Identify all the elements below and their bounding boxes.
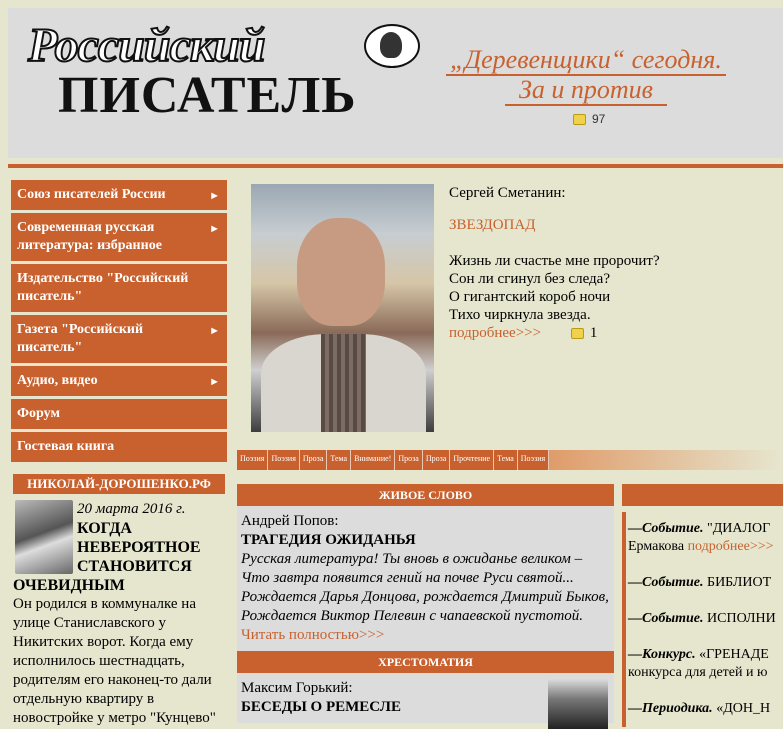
read-more-link[interactable]: Читать полностью>>>	[241, 627, 385, 643]
nav-item-label: Гостевая книга	[17, 439, 115, 454]
events-list	[622, 506, 783, 727]
event-text: БИБЛИОТ	[703, 575, 772, 590]
promo-comments[interactable]	[573, 112, 605, 126]
event-item[interactable]	[622, 638, 783, 692]
nav-item-audio-video[interactable]	[11, 366, 227, 399]
arrow-right-icon: ►	[209, 190, 220, 202]
poem-line: Сон ли сгинул без следа?	[449, 271, 610, 287]
arrow-right-icon: ►	[209, 223, 220, 235]
events-column	[622, 484, 783, 727]
tab-theme[interactable]: Тема	[327, 450, 351, 470]
nav-item-guestbook[interactable]	[11, 432, 227, 465]
arrow-right-icon: ►	[209, 376, 220, 388]
nav-item-label: Форум	[17, 406, 60, 421]
event-text: ИСПОЛНИ	[703, 611, 776, 626]
featured-comments[interactable]	[571, 325, 598, 341]
featured-more-link[interactable]: подробнее>>>	[449, 325, 542, 341]
left-article	[13, 500, 225, 728]
event-item[interactable]	[622, 512, 783, 566]
event-kind: —Периодика.	[628, 701, 713, 716]
live-word-heading[interactable]: ЖИВОЕ СЛОВО	[237, 484, 614, 506]
poem-line: Жизнь ли счастье мне пророчит?	[449, 253, 660, 269]
featured-author-photo[interactable]	[251, 184, 434, 432]
poem-line: О гигантский короб ночи	[449, 289, 611, 305]
nav-item-label: Аудио, видео	[17, 373, 98, 388]
anthology-heading[interactable]: ХРЕСТОМАТИЯ	[237, 651, 614, 673]
logo-line1: Российский	[28, 19, 265, 72]
live-word-box	[237, 506, 614, 651]
tab-poetry[interactable]: Поэзия	[518, 450, 549, 470]
live-word-author: Андрей Попов:	[241, 513, 339, 529]
promo-comment-count: 97	[592, 112, 606, 126]
event-text: "ДИАЛОГ	[703, 521, 771, 536]
anthology-box	[237, 673, 614, 723]
photo-shirt	[321, 334, 366, 432]
featured-author: Сергей Сметанин:	[449, 185, 566, 201]
article-title[interactable]: КОГДА НЕВЕРОЯТНОЕ СТАНОВИТСЯ ОЧЕВИДНЫМ	[13, 520, 201, 594]
event-text-line2: конкурса для детей и ю	[628, 665, 768, 680]
event-text: «ДОН_Н	[712, 701, 771, 716]
nav-item-forum[interactable]	[11, 399, 227, 432]
featured-poem	[449, 184, 769, 342]
featured-comment-count: 1	[589, 325, 598, 341]
pushkin-portrait-icon	[364, 24, 420, 68]
nav-item-modern-literature[interactable]	[11, 213, 227, 264]
photo-face	[297, 218, 385, 326]
side-navigation	[11, 180, 227, 465]
live-word-quote: Русская литература! Ты вновь в ожиданье великом – Что завтра появится гений на почве Руси святой... Рождается Дарья Донцова, рождается Дмитрий Быков, Рождается Виктор Пелевин с чапаевской пустотой.	[241, 551, 609, 624]
featured-title[interactable]: ЗВЕЗДОПАД	[449, 217, 536, 233]
tab-poetry[interactable]: Поэзия	[268, 450, 299, 470]
events-heading	[622, 484, 783, 506]
promo-line1: „Деревенщики“ сегодня.	[446, 46, 726, 76]
nav-item-label: Союз писателей России	[17, 187, 166, 202]
gorky-photo[interactable]	[548, 679, 608, 729]
nav-item-label: Современная русская литература: избранное	[17, 220, 162, 253]
event-more-link[interactable]: подробнее>>>	[687, 539, 774, 554]
header-divider	[8, 164, 783, 168]
event-item[interactable]	[622, 692, 783, 727]
event-kind: —Событие.	[628, 521, 704, 536]
article-date: 20 марта 2016 г.	[77, 501, 186, 517]
nav-item-writers-union[interactable]	[11, 180, 227, 213]
dorosh-site-link[interactable]: НИКОЛАЙ-ДОРОШЕНКО.РФ	[13, 474, 225, 494]
tab-prose[interactable]: Проза	[395, 450, 423, 470]
site-logo[interactable]	[28, 18, 428, 128]
tab-reading[interactable]: Прочтение	[450, 450, 494, 470]
event-text: «ГРЕНАДЕ	[695, 647, 769, 662]
anthology-author: Максим Горький:	[241, 680, 353, 696]
site-header	[8, 8, 783, 158]
promo-banner[interactable]	[436, 46, 736, 106]
comment-bubble-icon	[573, 114, 586, 125]
event-kind: —Событие.	[628, 611, 704, 626]
live-word-title[interactable]: ТРАГЕДИЯ ОЖИДАНЬЯ	[241, 532, 416, 548]
tab-theme[interactable]: Тема	[494, 450, 518, 470]
event-item[interactable]	[622, 566, 783, 602]
poem-line: Тихо чиркнула звезда.	[449, 307, 591, 323]
nav-item-newspaper[interactable]	[11, 315, 227, 366]
event-text-line2: Ермакова	[628, 539, 688, 554]
anthology-title[interactable]: БЕСЕДЫ О РЕМЕСЛЕ	[241, 699, 401, 715]
tab-attention[interactable]: Внимание!	[351, 450, 395, 470]
nav-item-publisher[interactable]	[11, 264, 227, 315]
tab-poetry[interactable]: Поэзия	[237, 450, 268, 470]
event-kind: —Событие.	[628, 575, 704, 590]
nav-item-label: Издательство "Российский писатель"	[17, 271, 189, 304]
comment-bubble-icon	[571, 328, 584, 339]
arrow-right-icon: ►	[209, 325, 220, 337]
author-photo[interactable]	[15, 500, 73, 574]
event-item[interactable]	[622, 602, 783, 638]
promo-line2: За и против	[505, 76, 667, 106]
article-text: Он родился в коммуналке на улице Станиславского у Никитских ворот. Когда ему исполнилось шестнадцать, родителям его наконец-то дали отдельную квартиру в новостройке у метро "Кунцево"	[13, 596, 216, 726]
logo-line2: ПИСАТЕЛЬ	[58, 67, 357, 124]
main-column	[237, 484, 614, 729]
tab-prose[interactable]: Проза	[423, 450, 451, 470]
tab-prose[interactable]: Проза	[300, 450, 328, 470]
nav-item-label: Газета "Российский писатель"	[17, 322, 144, 355]
section-tabs	[237, 450, 783, 470]
event-kind: —Конкурс.	[628, 647, 696, 662]
